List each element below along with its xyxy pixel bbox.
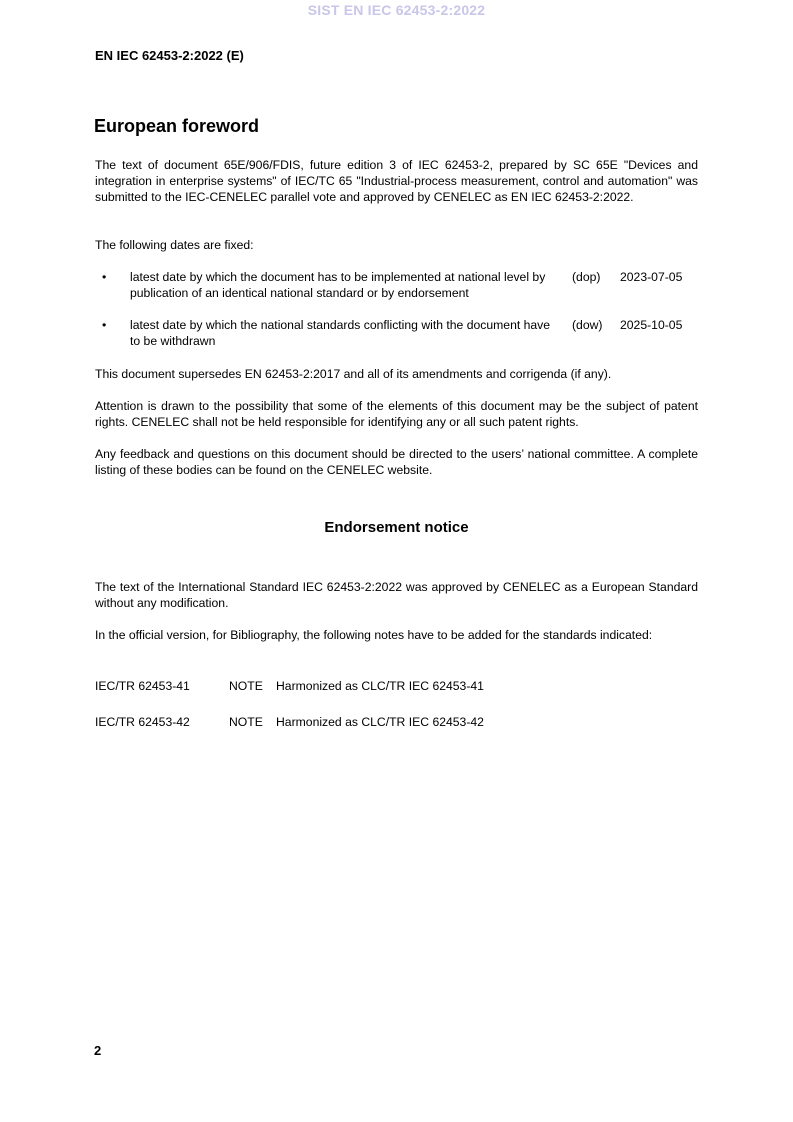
date-description: latest date by which the document has to be implemented at national level by publication of an identical national standard or by endorsement [130, 270, 546, 300]
document-id-header: EN IEC 62453-2:2022 (E) [95, 48, 244, 63]
dates-intro-paragraph: The following dates are fixed: [95, 238, 254, 252]
note-label: NOTE [229, 679, 263, 693]
bullet-icon: • [102, 270, 107, 284]
supersedes-paragraph: This document supersedes EN 62453-2:2017 and all of its amendments and corrigenda (if any). [95, 367, 612, 381]
note-text: Harmonized as CLC/TR IEC 62453-42 [276, 715, 484, 729]
date-value: 2025-10-05 [620, 318, 683, 332]
note-text: Harmonized as CLC/TR IEC 62453-41 [276, 679, 484, 693]
date-code: (dow) [572, 318, 603, 332]
date-description: latest date by which the national standards conflicting with the document have to be withdrawn [130, 318, 551, 348]
standard-reference: IEC/TR 62453-41 [95, 679, 190, 693]
foreword-title: European foreword [94, 116, 260, 136]
standard-reference: IEC/TR 62453-42 [95, 715, 190, 729]
note-label: NOTE [229, 715, 263, 729]
feedback-paragraph: Any feedback and questions on this document should be directed to the users’ national committee. A complete listing of these bodies can be found on the CENELEC website. [95, 447, 698, 477]
watermark: SIST EN IEC 62453-2:2022 [307, 2, 486, 18]
foreword-intro-paragraph: The text of document 65E/906/FDIS, future edition 3 of IEC 62453-2, prepared by SC 65E "Devices and integration in enterprise systems" of IEC/TC 65 "Industrial-process measurement, control and automation" was submitted to the IEC-CENELEC parallel vote and approved by CENELEC as EN IEC 62453-2:2022. [95, 158, 698, 204]
page-number: 2 [94, 1043, 102, 1058]
bibliography-intro-paragraph: In the official version, for Bibliography, the following notes have to be added for the standards indicated: [95, 628, 653, 642]
endorsement-title: Endorsement notice [324, 519, 469, 536]
date-value: 2023-07-05 [620, 270, 683, 284]
date-code: (dop) [572, 270, 601, 284]
endorsement-approval-paragraph: The text of the International Standard IEC 62453-2:2022 was approved by CENELEC as a European Standard without any modification. [95, 580, 698, 610]
patent-paragraph: Attention is drawn to the possibility that some of the elements of this document may be the subject of patent rights. CENELEC shall not be held responsible for identifying any or all such patent rights. [95, 399, 698, 429]
bullet-icon: • [102, 318, 107, 332]
